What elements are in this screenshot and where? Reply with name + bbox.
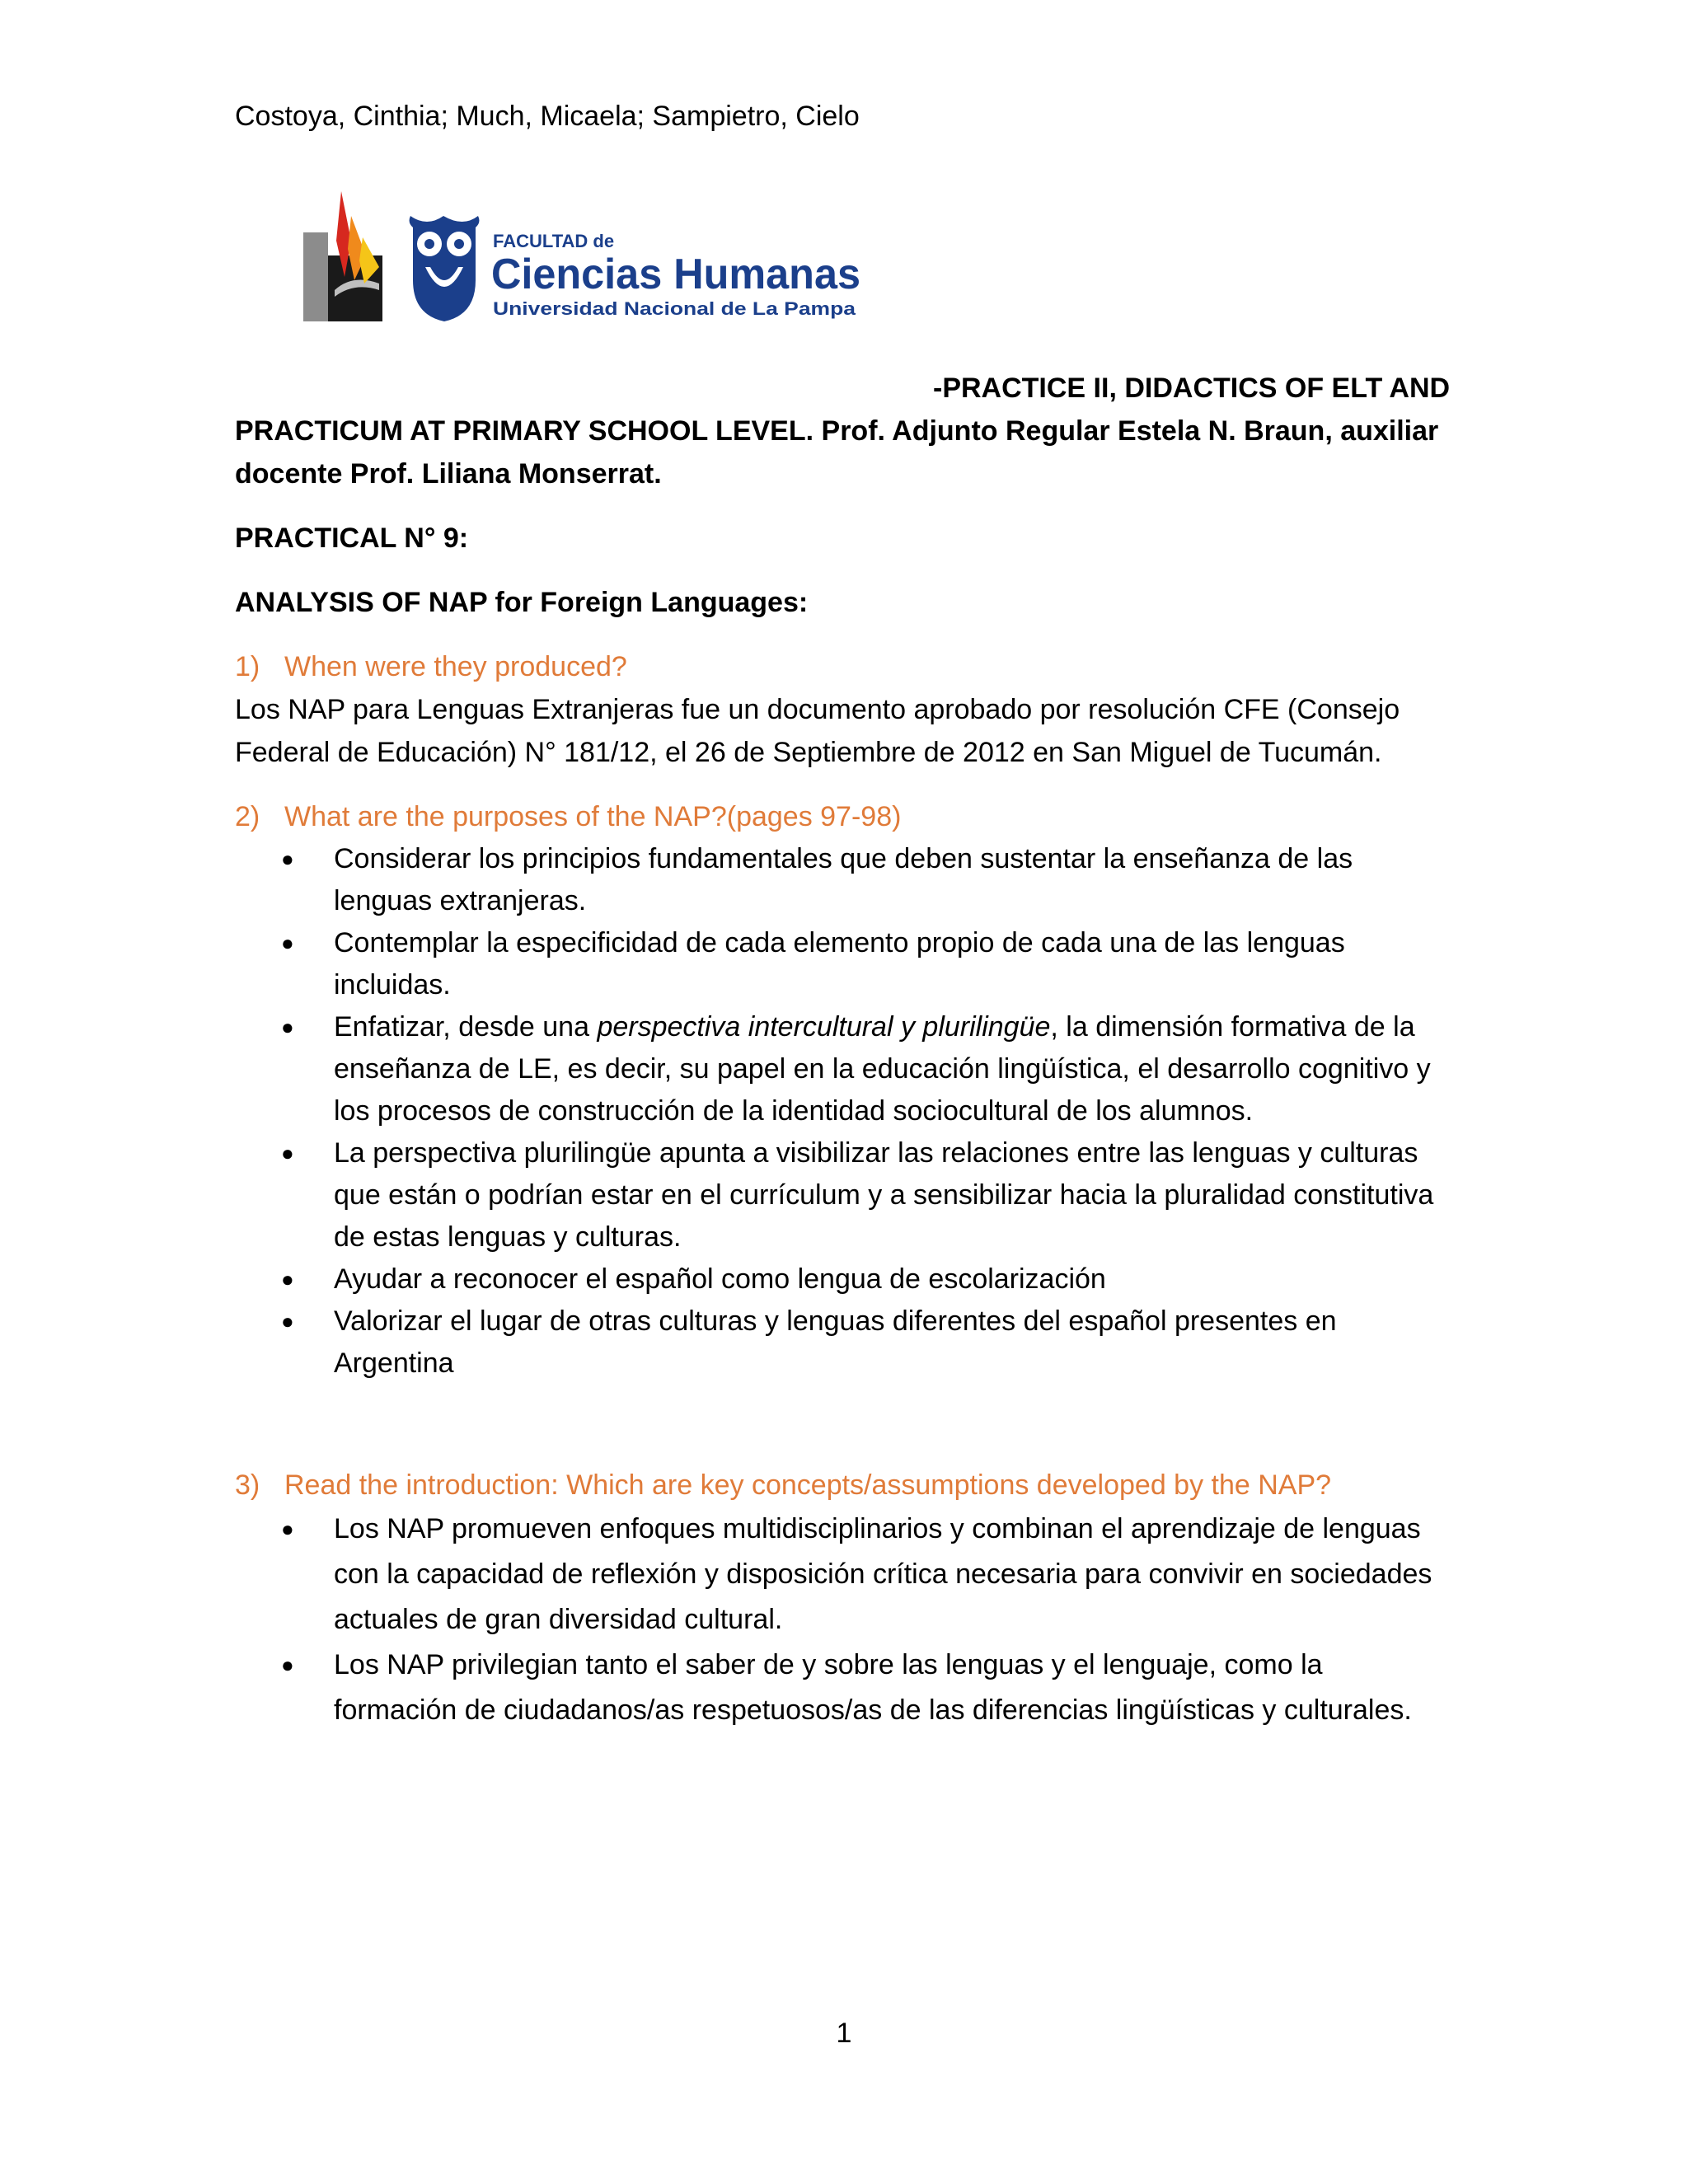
- logo-line-1: FACULTAD de: [493, 231, 615, 251]
- question-number: 1): [235, 651, 260, 682]
- list-item: ● Contemplar la especificidad de cada elemento propio de cada una de las lenguas incluidas.: [334, 922, 1447, 1006]
- list-item-text: , la dimensión formativa de la enseñanza de LE, es decir, su papel en la educación lingüística, el desarrollo cognitivo y los procesos de construcción de la identidad sociocultural de los alumnos.: [334, 1011, 1431, 1127]
- logo-line-2: Ciencias Humanas: [491, 251, 860, 298]
- answer-1: Los NAP para Lenguas Extranjeras fue un documento aprobado por resolución CFE (Consejo Federal de Educación) N° 181/12, el 26 de Septiembre de 2012 en San Miguel de Tucumán.: [235, 694, 1400, 768]
- logo-line-3: Universidad Nacional de La Pampa: [493, 298, 856, 319]
- analysis-heading: ANALYSIS OF NAP for Foreign Languages:: [235, 587, 809, 618]
- question-text: Read the introduction: Which are key concepts/assumptions developed by the NAP?: [284, 1469, 1332, 1501]
- faculty-logo: [303, 191, 864, 323]
- owl-icon: [410, 216, 480, 321]
- question-text: When were they produced?: [284, 651, 627, 682]
- practical-heading: PRACTICAL N° 9:: [235, 523, 469, 554]
- list-item: ● La perspectiva plurilingüe apunta a visibilizar las relaciones entre las lenguas y culturas que están o podrían estar en el currículum y a sensibilizar hacia la pluralidad constitutiva de estas lenguas y culturas.: [334, 1132, 1447, 1258]
- question-3: [235, 1464, 1447, 1507]
- list-item: ● Los NAP promueven enfoques multidisciplinarios y combinan el aprendizaje de lenguas con la capacidad de reflexión y disposición crítica necesaria para convivir en sociedades actuales de gran diversidad cultural.: [334, 1507, 1447, 1643]
- list-item: [334, 1006, 1447, 1132]
- title-continuation: PRACTICUM AT PRIMARY SCHOOL LEVEL. Prof. Adjunto Regular Estela N. Braun, auxiliar docente Prof. Liliana Monserrat.: [235, 415, 1439, 490]
- question-number: 3): [235, 1469, 260, 1501]
- question-1: [235, 645, 1447, 688]
- question-text: What are the purposes of the NAP?(pages 97-98): [284, 801, 902, 832]
- purposes-list: [235, 838, 1447, 1385]
- list-item: ● Considerar los principios fundamentales que deben sustentar la enseñanza de las lenguas extranjeras.: [334, 838, 1447, 922]
- authors-header: Costoya, Cinthia; Much, Micaela; Sampietro, Cielo: [235, 101, 860, 132]
- document-body: [235, 367, 1451, 1733]
- university-emblem-icon: [303, 191, 382, 321]
- list-item-text: Enfatizar, desde una: [334, 1011, 598, 1043]
- title-line-1: -PRACTICE II, DIDACTICS OF ELT AND: [933, 373, 1451, 404]
- question-number: 2): [235, 801, 260, 832]
- page-number: 1: [836, 2018, 852, 2049]
- list-item: ● Los NAP privilegian tanto el saber de y sobre las lenguas y el lenguaje, como la formación de ciudadanos/as respetuosos/as de las diferencias lingüísticas y culturales.: [334, 1643, 1447, 1733]
- list-item: ● Ayudar a reconocer el español como lengua de escolarización: [334, 1258, 1447, 1301]
- emphasis-text: perspectiva intercultural y plurilingüe: [597, 1011, 1051, 1043]
- question-2: [235, 795, 1447, 838]
- key-concepts-list: [235, 1507, 1447, 1733]
- list-item: ● Valorizar el lugar de otras culturas y lenguas diferentes del español presentes en Argentina: [334, 1301, 1447, 1385]
